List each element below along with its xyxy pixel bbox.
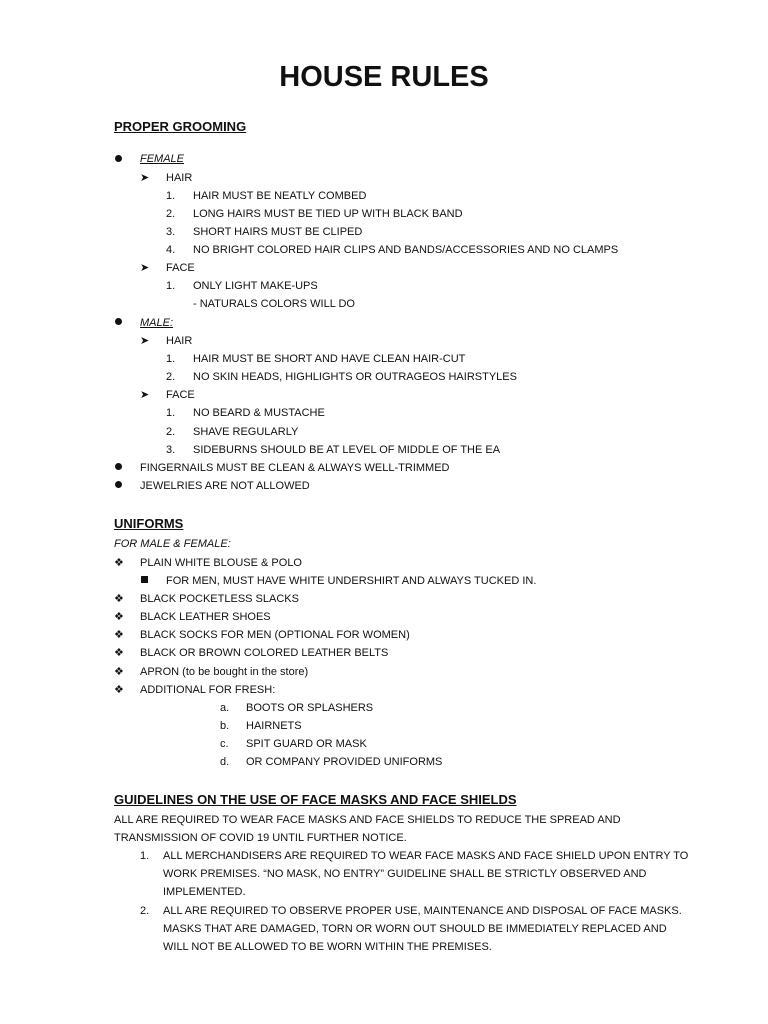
list-item: SIDEBURNS SHOULD BE AT LEVEL OF MIDDLE OF THE EA xyxy=(193,444,501,456)
diamond-icon: ❖ xyxy=(114,666,124,678)
masks-item-line: WORK PREMISES. “NO MASK, NO ENTRY” GUIDELINE SHALL BE STRICTLY OBSERVED AND xyxy=(163,868,647,880)
bullet-icon xyxy=(115,463,122,470)
list-number: 1. xyxy=(140,850,150,862)
list-item: NO BRIGHT COLORED HAIR CLIPS AND BANDS/ACCESSORIES AND NO CLAMPS xyxy=(193,244,619,256)
masks-intro-line: TRANSMISSION OF COVID 19 UNTIL FURTHER NOTICE. xyxy=(114,832,407,844)
diamond-icon: ❖ xyxy=(114,593,124,605)
uniforms-subtitle: FOR MALE & FEMALE: xyxy=(114,538,231,550)
list-letter: d. xyxy=(220,756,230,768)
list-item: LONG HAIRS MUST BE TIED UP WITH BLACK BAND xyxy=(193,208,463,220)
bullet-icon xyxy=(115,481,122,488)
list-number: 1. xyxy=(166,353,176,365)
list-number: 1. xyxy=(166,190,176,202)
masks-item-line: ALL MERCHANDISERS ARE REQUIRED TO WEAR FACE MASKS AND FACE SHIELD UPON ENTRY TO xyxy=(163,850,689,862)
uniforms-heading: UNIFORMS xyxy=(114,516,184,531)
uniform-item: BLACK POCKETLESS SLACKS xyxy=(140,593,299,605)
diamond-icon: ❖ xyxy=(114,557,124,569)
list-item: NO BEARD & MUSTACHE xyxy=(193,407,325,419)
uniform-item: PLAIN WHITE BLOUSE & POLO xyxy=(140,557,302,569)
fresh-item: BOOTS OR SPLASHERS xyxy=(246,702,374,714)
masks-heading: GUIDELINES ON THE USE OF FACE MASKS AND FACE SHIELDS xyxy=(114,792,517,807)
fresh-item: HAIRNETS xyxy=(246,720,302,732)
list-number: 2. xyxy=(166,208,176,220)
male-hair-label: HAIR xyxy=(166,335,193,347)
bullet-icon xyxy=(115,318,122,325)
uniform-item: APRON (to be bought in the store) xyxy=(140,666,309,678)
list-number: 4. xyxy=(166,244,176,256)
diamond-icon: ❖ xyxy=(114,684,124,696)
arrow-icon: ➤ xyxy=(140,172,150,184)
list-item: SHORT HAIRS MUST BE CLIPED xyxy=(193,226,363,238)
male-face-label: FACE xyxy=(166,389,195,401)
jewelries-rule: JEWELRIES ARE NOT ALLOWED xyxy=(140,480,310,492)
female-label: FEMALE xyxy=(140,153,185,165)
masks-item-line: IMPLEMENTED. xyxy=(163,886,246,898)
female-hair-label: HAIR xyxy=(166,172,193,184)
diamond-icon: ❖ xyxy=(114,611,124,623)
female-face-label: FACE xyxy=(166,262,195,274)
list-letter: b. xyxy=(220,720,230,732)
list-letter: a. xyxy=(220,702,230,714)
masks-item-line: WILL NOT BE ALLOWED TO BE WORN WITHIN THE PREMISES. xyxy=(163,941,492,953)
page-title: HOUSE RULES xyxy=(279,61,489,93)
diamond-icon: ❖ xyxy=(114,629,124,641)
uniform-item: ADDITIONAL FOR FRESH: xyxy=(140,684,276,696)
arrow-icon: ➤ xyxy=(140,262,150,274)
list-item: ONLY LIGHT MAKE-UPS xyxy=(193,280,318,292)
list-number: 2. xyxy=(166,426,176,438)
list-item: SHAVE REGULARLY xyxy=(193,426,299,438)
square-icon xyxy=(141,576,148,583)
fresh-item: SPIT GUARD OR MASK xyxy=(246,738,367,750)
list-number: 3. xyxy=(166,226,176,238)
list-letter: c. xyxy=(220,738,229,750)
uniform-sub-note: FOR MEN, MUST HAVE WHITE UNDERSHIRT AND ALWAYS TUCKED IN. xyxy=(166,575,537,587)
arrow-icon: ➤ xyxy=(140,335,150,347)
face-note: - NATURALS COLORS WILL DO xyxy=(193,298,355,310)
uniform-item: BLACK SOCKS FOR MEN (OPTIONAL FOR WOMEN) xyxy=(140,629,410,641)
list-number: 1. xyxy=(166,407,176,419)
male-label: MALE: xyxy=(140,317,174,329)
fresh-item: OR COMPANY PROVIDED UNIFORMS xyxy=(246,756,443,768)
list-number: 1. xyxy=(166,280,176,292)
list-number: 2. xyxy=(140,905,150,917)
arrow-icon: ➤ xyxy=(140,389,150,401)
fingernails-rule: FINGERNAILS MUST BE CLEAN & ALWAYS WELL-TRIMMED xyxy=(140,462,450,474)
bullet-icon xyxy=(115,155,122,162)
list-number: 2. xyxy=(166,371,176,383)
masks-item-line: MASKS THAT ARE DAMAGED, TORN OR WORN OUT SHOULD BE IMMEDIATELY REPLACED AND xyxy=(163,923,667,935)
diamond-icon: ❖ xyxy=(114,647,124,659)
masks-item-line: ALL ARE REQUIRED TO OBSERVE PROPER USE, MAINTENANCE AND DISPOSAL OF FACE MASKS. xyxy=(163,905,682,917)
grooming-heading: PROPER GROOMING xyxy=(114,119,247,134)
list-item: NO SKIN HEADS, HIGHLIGHTS OR OUTRAGEOS HAIRSTYLES xyxy=(193,371,517,383)
list-item: HAIR MUST BE SHORT AND HAVE CLEAN HAIR-CUT xyxy=(193,353,466,365)
list-item: HAIR MUST BE NEATLY COMBED xyxy=(193,190,367,202)
masks-intro-line: ALL ARE REQUIRED TO WEAR FACE MASKS AND FACE SHIELDS TO REDUCE THE SPREAD AND xyxy=(114,814,621,826)
uniform-item: BLACK OR BROWN COLORED LEATHER BELTS xyxy=(140,647,389,659)
uniform-item: BLACK LEATHER SHOES xyxy=(140,611,271,623)
list-number: 3. xyxy=(166,444,176,456)
